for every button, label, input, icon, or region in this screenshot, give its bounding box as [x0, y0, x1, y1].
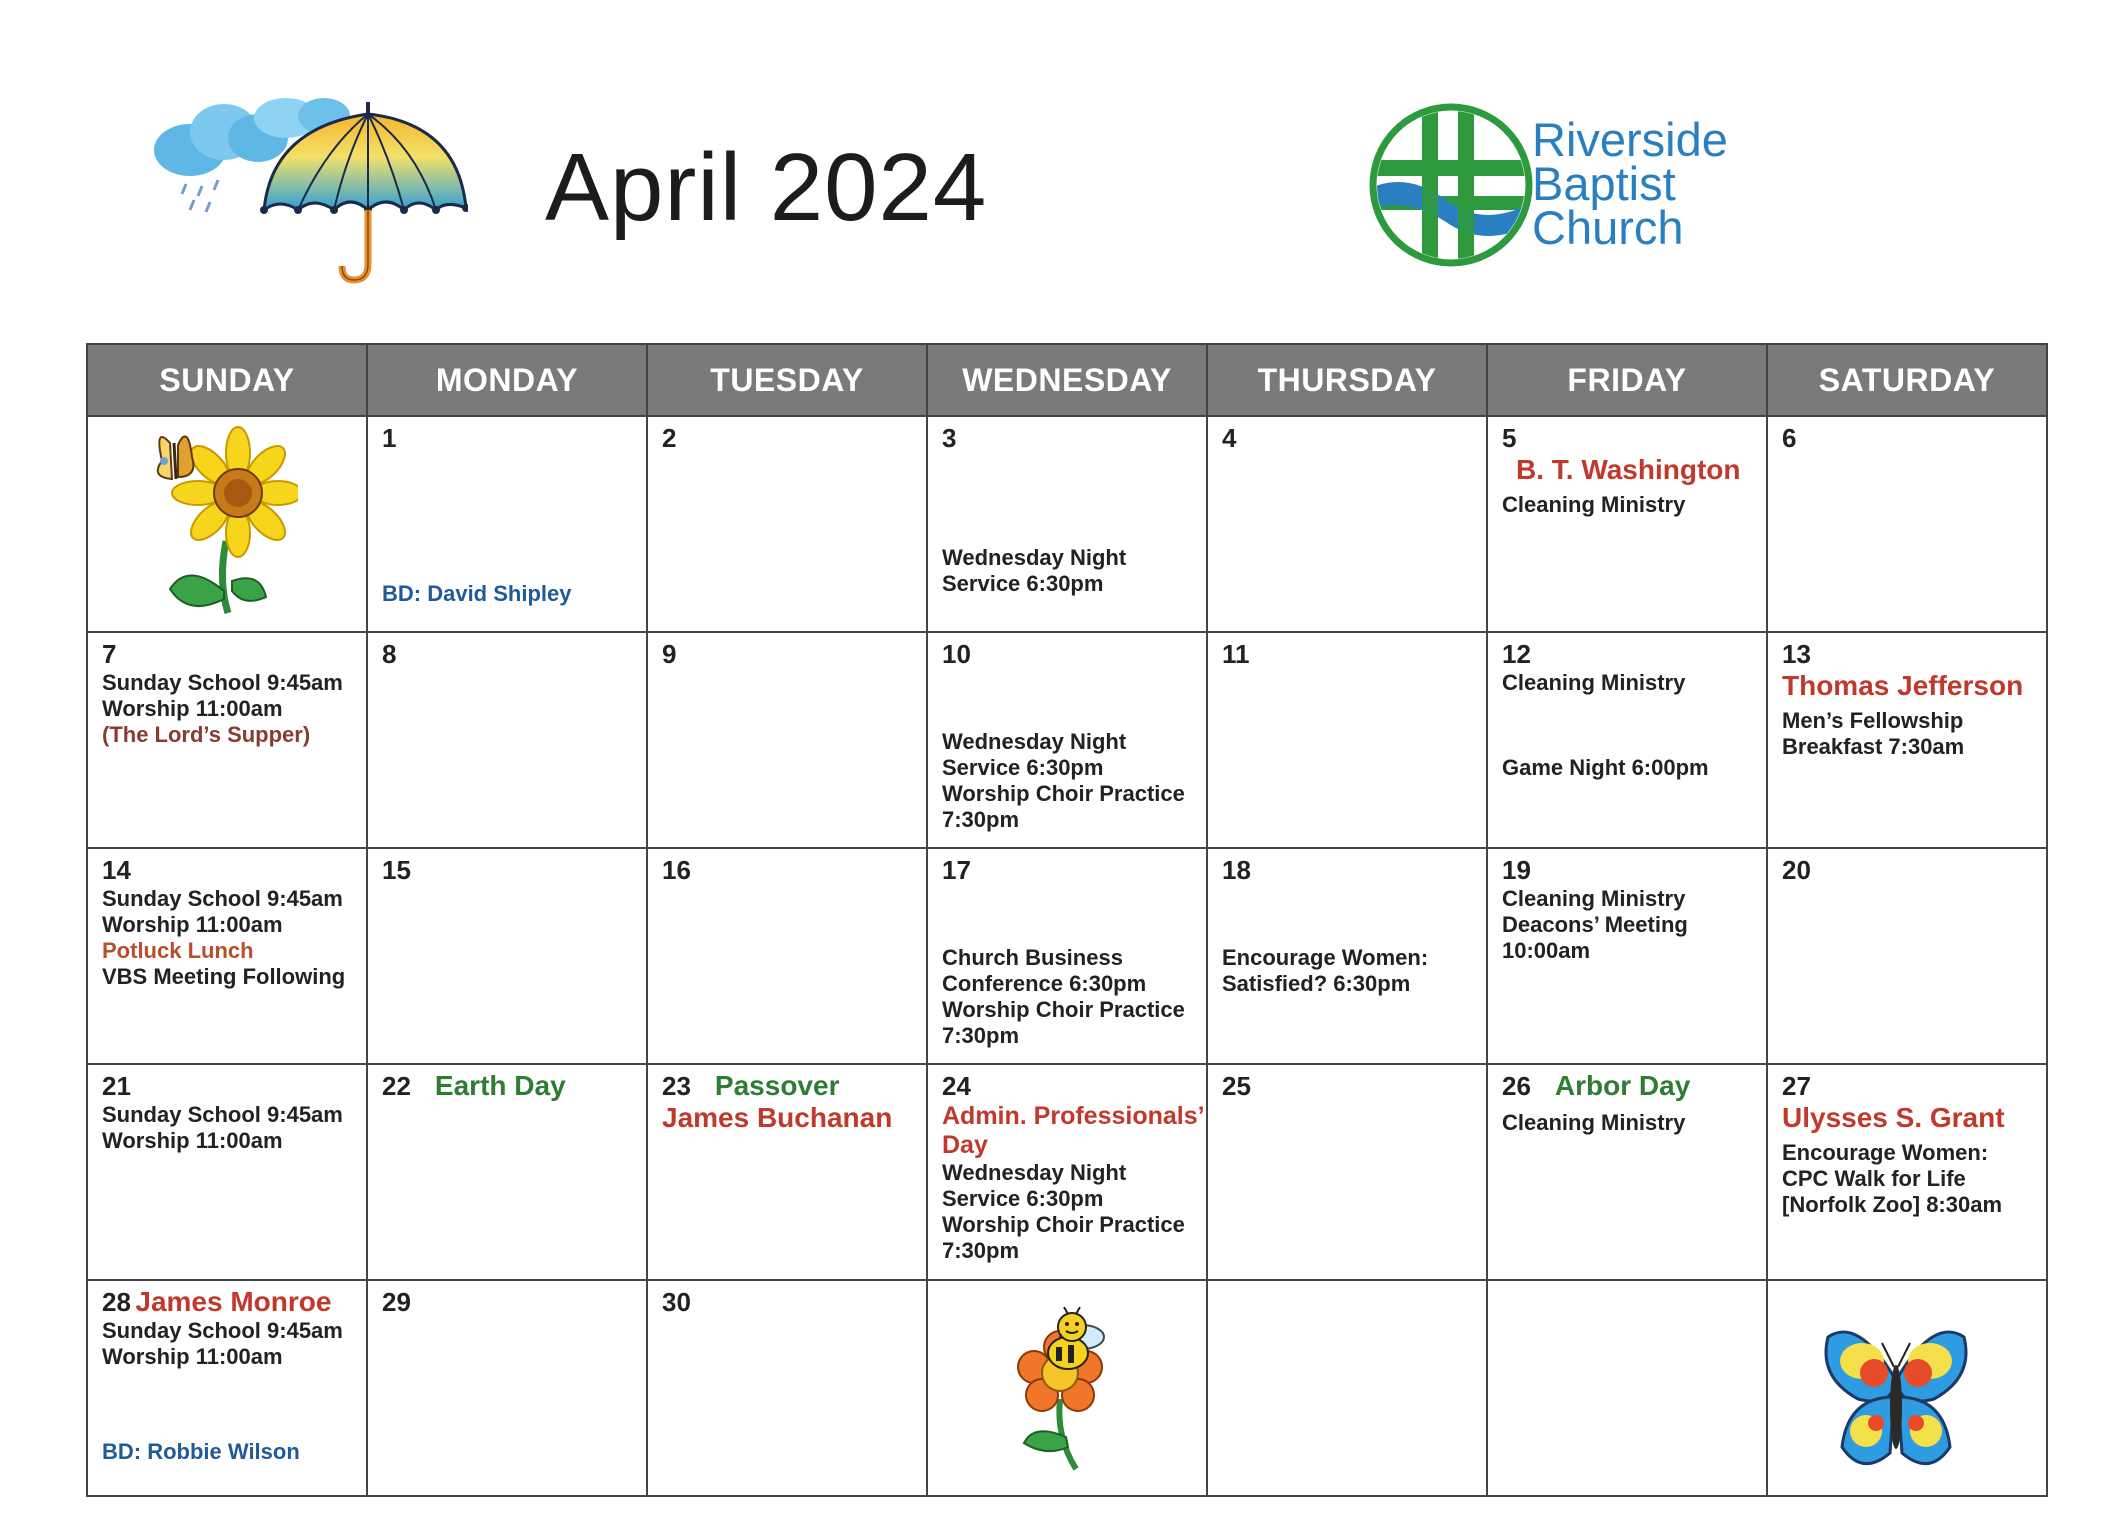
event-line: Worship Choir Practice: [942, 781, 1185, 806]
holiday-label: James Buchanan: [662, 1102, 893, 1133]
holiday-label: Thomas Jefferson: [1782, 670, 2024, 701]
event-line: Men’s Fellowship: [1782, 708, 1964, 733]
week-row: [87, 848, 2047, 1064]
day-cell: [367, 1280, 647, 1496]
event-line: 7:30pm: [942, 1238, 1020, 1263]
weekday-monday: MONDAY: [367, 344, 647, 416]
event-line: Sunday School 9:45am: [102, 1102, 343, 1127]
weekday-thursday: THURSDAY: [1207, 344, 1487, 416]
birthday-note: BD: Robbie Wilson: [102, 1439, 300, 1464]
birthday-note: BD: David Shipley: [382, 581, 572, 606]
event-line: [Norfolk Zoo] 8:30am: [1782, 1192, 2003, 1217]
day-number: 18: [1222, 855, 1251, 885]
event-line: 10:00am: [1502, 938, 1591, 963]
event-line: Cleaning Ministry: [1502, 886, 1686, 911]
day-number: 9: [662, 639, 677, 669]
event-line: Service 6:30pm: [942, 755, 1104, 780]
day-number: 24: [942, 1071, 971, 1101]
holiday-label: Admin. Professionals’: [942, 1102, 1205, 1130]
day-number: 10: [942, 639, 971, 669]
day-cell: [647, 1280, 927, 1496]
day-number: 11: [1222, 639, 1250, 669]
day-cell: [367, 848, 647, 1064]
event-line: Conference 6:30pm: [942, 971, 1147, 996]
day-number: 17: [942, 855, 971, 885]
event-line: Service 6:30pm: [942, 1186, 1104, 1211]
holiday-label: Day: [942, 1131, 988, 1159]
event-line: Satisfied? 6:30pm: [1222, 971, 1411, 996]
church-cross-logo-icon: [1366, 100, 1536, 270]
day-number: 25: [1222, 1071, 1251, 1101]
day-number: 1: [382, 423, 397, 453]
day-cell: [1487, 632, 1767, 848]
day-number: 16: [662, 855, 691, 885]
day-number: 8: [382, 639, 397, 669]
day-number: 27: [1782, 1071, 1811, 1101]
event-line: Cleaning Ministry: [1502, 1110, 1686, 1135]
holiday-label: Ulysses S. Grant: [1782, 1102, 2005, 1133]
event-line: Deacons’ Meeting: [1502, 912, 1688, 937]
day-cell: [1207, 416, 1487, 632]
holiday-label: James Monroe: [135, 1286, 332, 1317]
event-line: Wednesday Night: [942, 729, 1127, 754]
event-line: VBS Meeting Following: [102, 964, 346, 989]
day-cell: [367, 1064, 647, 1280]
day-number: 2: [662, 423, 677, 453]
day-number: 28: [102, 1287, 131, 1317]
day-cell: [1767, 848, 2047, 1064]
day-cell: [1767, 416, 2047, 632]
day-number: 13: [1782, 639, 1811, 669]
weekday-sunday: SUNDAY: [87, 344, 367, 416]
event-line: Game Night 6:00pm: [1502, 755, 1709, 780]
day-number: 7: [102, 639, 117, 669]
day-cell: [1767, 1064, 2047, 1280]
day-cell: [1487, 848, 1767, 1064]
day-cell: [1767, 632, 2047, 848]
weekday-header-row: [87, 344, 2047, 416]
event-line: Encourage Women:: [1782, 1140, 1989, 1165]
day-cell: [1207, 848, 1487, 1064]
event-line: Worship 11:00am: [102, 1128, 283, 1153]
day-cell: [87, 1064, 367, 1280]
day-number: 6: [1782, 423, 1797, 453]
event-line: Sunday School 9:45am: [102, 1318, 343, 1343]
day-number: 21: [102, 1071, 131, 1101]
day-cell: [927, 416, 1207, 632]
day-cell: [87, 1280, 367, 1496]
day-number: 19: [1502, 855, 1531, 885]
day-number: 26: [1502, 1071, 1531, 1101]
event-line: Encourage Women:: [1222, 945, 1429, 970]
church-name-line: Riverside: [1532, 113, 1728, 166]
day-number: 14: [102, 855, 131, 885]
event-line: Cleaning Ministry: [1502, 670, 1686, 695]
weekday-wednesday: WEDNESDAY: [927, 344, 1207, 416]
week-row: [87, 1064, 2047, 1280]
event-line: 7:30pm: [942, 807, 1020, 832]
event-line: Sunday School 9:45am: [102, 670, 343, 695]
day-number: 3: [942, 423, 957, 453]
week-row: [87, 416, 2047, 632]
event-line: Breakfast 7:30am: [1782, 734, 1965, 759]
day-cell: [87, 632, 367, 848]
day-number: 20: [1782, 855, 1811, 885]
event-line: Cleaning Ministry: [1502, 492, 1686, 517]
day-cell: [1207, 632, 1487, 848]
day-number: 15: [382, 855, 411, 885]
weekday-tuesday: TUESDAY: [647, 344, 927, 416]
day-cell: [647, 848, 927, 1064]
empty-day-cell: [927, 1280, 1207, 1496]
day-number: 30: [662, 1287, 691, 1317]
day-cell: [927, 848, 1207, 1064]
day-number: 22: [382, 1071, 411, 1101]
day-number: 4: [1222, 423, 1237, 453]
event-line: Service 6:30pm: [942, 571, 1104, 596]
event-line: Wednesday Night: [942, 545, 1127, 570]
special-event-line: (The Lord’s Supper): [102, 722, 311, 747]
month-title: April 2024: [545, 134, 988, 241]
weekday-saturday: SATURDAY: [1767, 344, 2047, 416]
church-name-line: Church: [1532, 201, 1684, 254]
church-name-line: Baptist: [1532, 157, 1676, 210]
event-line: Worship 11:00am: [102, 1344, 283, 1369]
empty-day-cell: [1767, 1280, 2047, 1496]
church-name: [1532, 113, 1728, 254]
event-line: Worship Choir Practice: [942, 1212, 1185, 1237]
day-cell: [647, 1064, 927, 1280]
bee-on-flower-icon: [1016, 1307, 1128, 1473]
holiday-label: Passover: [714, 1070, 840, 1101]
sunflower-butterfly-icon: [148, 421, 298, 617]
day-cell: [87, 848, 367, 1064]
empty-day-cell: [87, 416, 367, 632]
event-line: 7:30pm: [942, 1023, 1020, 1048]
day-number: 29: [382, 1287, 411, 1317]
empty-day-cell: [1207, 1280, 1487, 1496]
event-line: Church Business: [942, 945, 1123, 970]
week-row: [87, 1280, 2047, 1496]
weekday-friday: FRIDAY: [1487, 344, 1767, 416]
holiday-label: Earth Day: [434, 1070, 566, 1101]
special-event-line: Potluck Lunch: [102, 938, 254, 963]
butterfly-icon: [1818, 1317, 1974, 1477]
day-cell: [647, 416, 927, 632]
day-cell: [927, 1064, 1207, 1280]
umbrella-rain-cloud-icon: [146, 88, 468, 284]
event-line: Sunday School 9:45am: [102, 886, 343, 911]
holiday-label: Arbor Day: [1554, 1070, 1691, 1101]
day-cell: [647, 632, 927, 848]
empty-day-cell: [1487, 1280, 1767, 1496]
event-line: CPC Walk for Life: [1782, 1166, 1966, 1191]
day-cell: [1487, 416, 1767, 632]
event-line: Wednesday Night: [942, 1160, 1127, 1185]
day-cell: [1207, 1064, 1487, 1280]
day-number: 12: [1502, 639, 1531, 669]
event-line: Worship Choir Practice: [942, 997, 1185, 1022]
day-number: 23: [662, 1071, 691, 1101]
day-cell: [927, 632, 1207, 848]
day-number: 5: [1502, 423, 1517, 453]
day-cell: [367, 632, 647, 848]
holiday-label: B. T. Washington: [1516, 454, 1741, 485]
event-line: Worship 11:00am: [102, 696, 283, 721]
calendar-grid: [86, 343, 2048, 1497]
day-cell: [367, 416, 647, 632]
event-line: Worship 11:00am: [102, 912, 283, 937]
week-row: [87, 632, 2047, 848]
day-cell: [1487, 1064, 1767, 1280]
